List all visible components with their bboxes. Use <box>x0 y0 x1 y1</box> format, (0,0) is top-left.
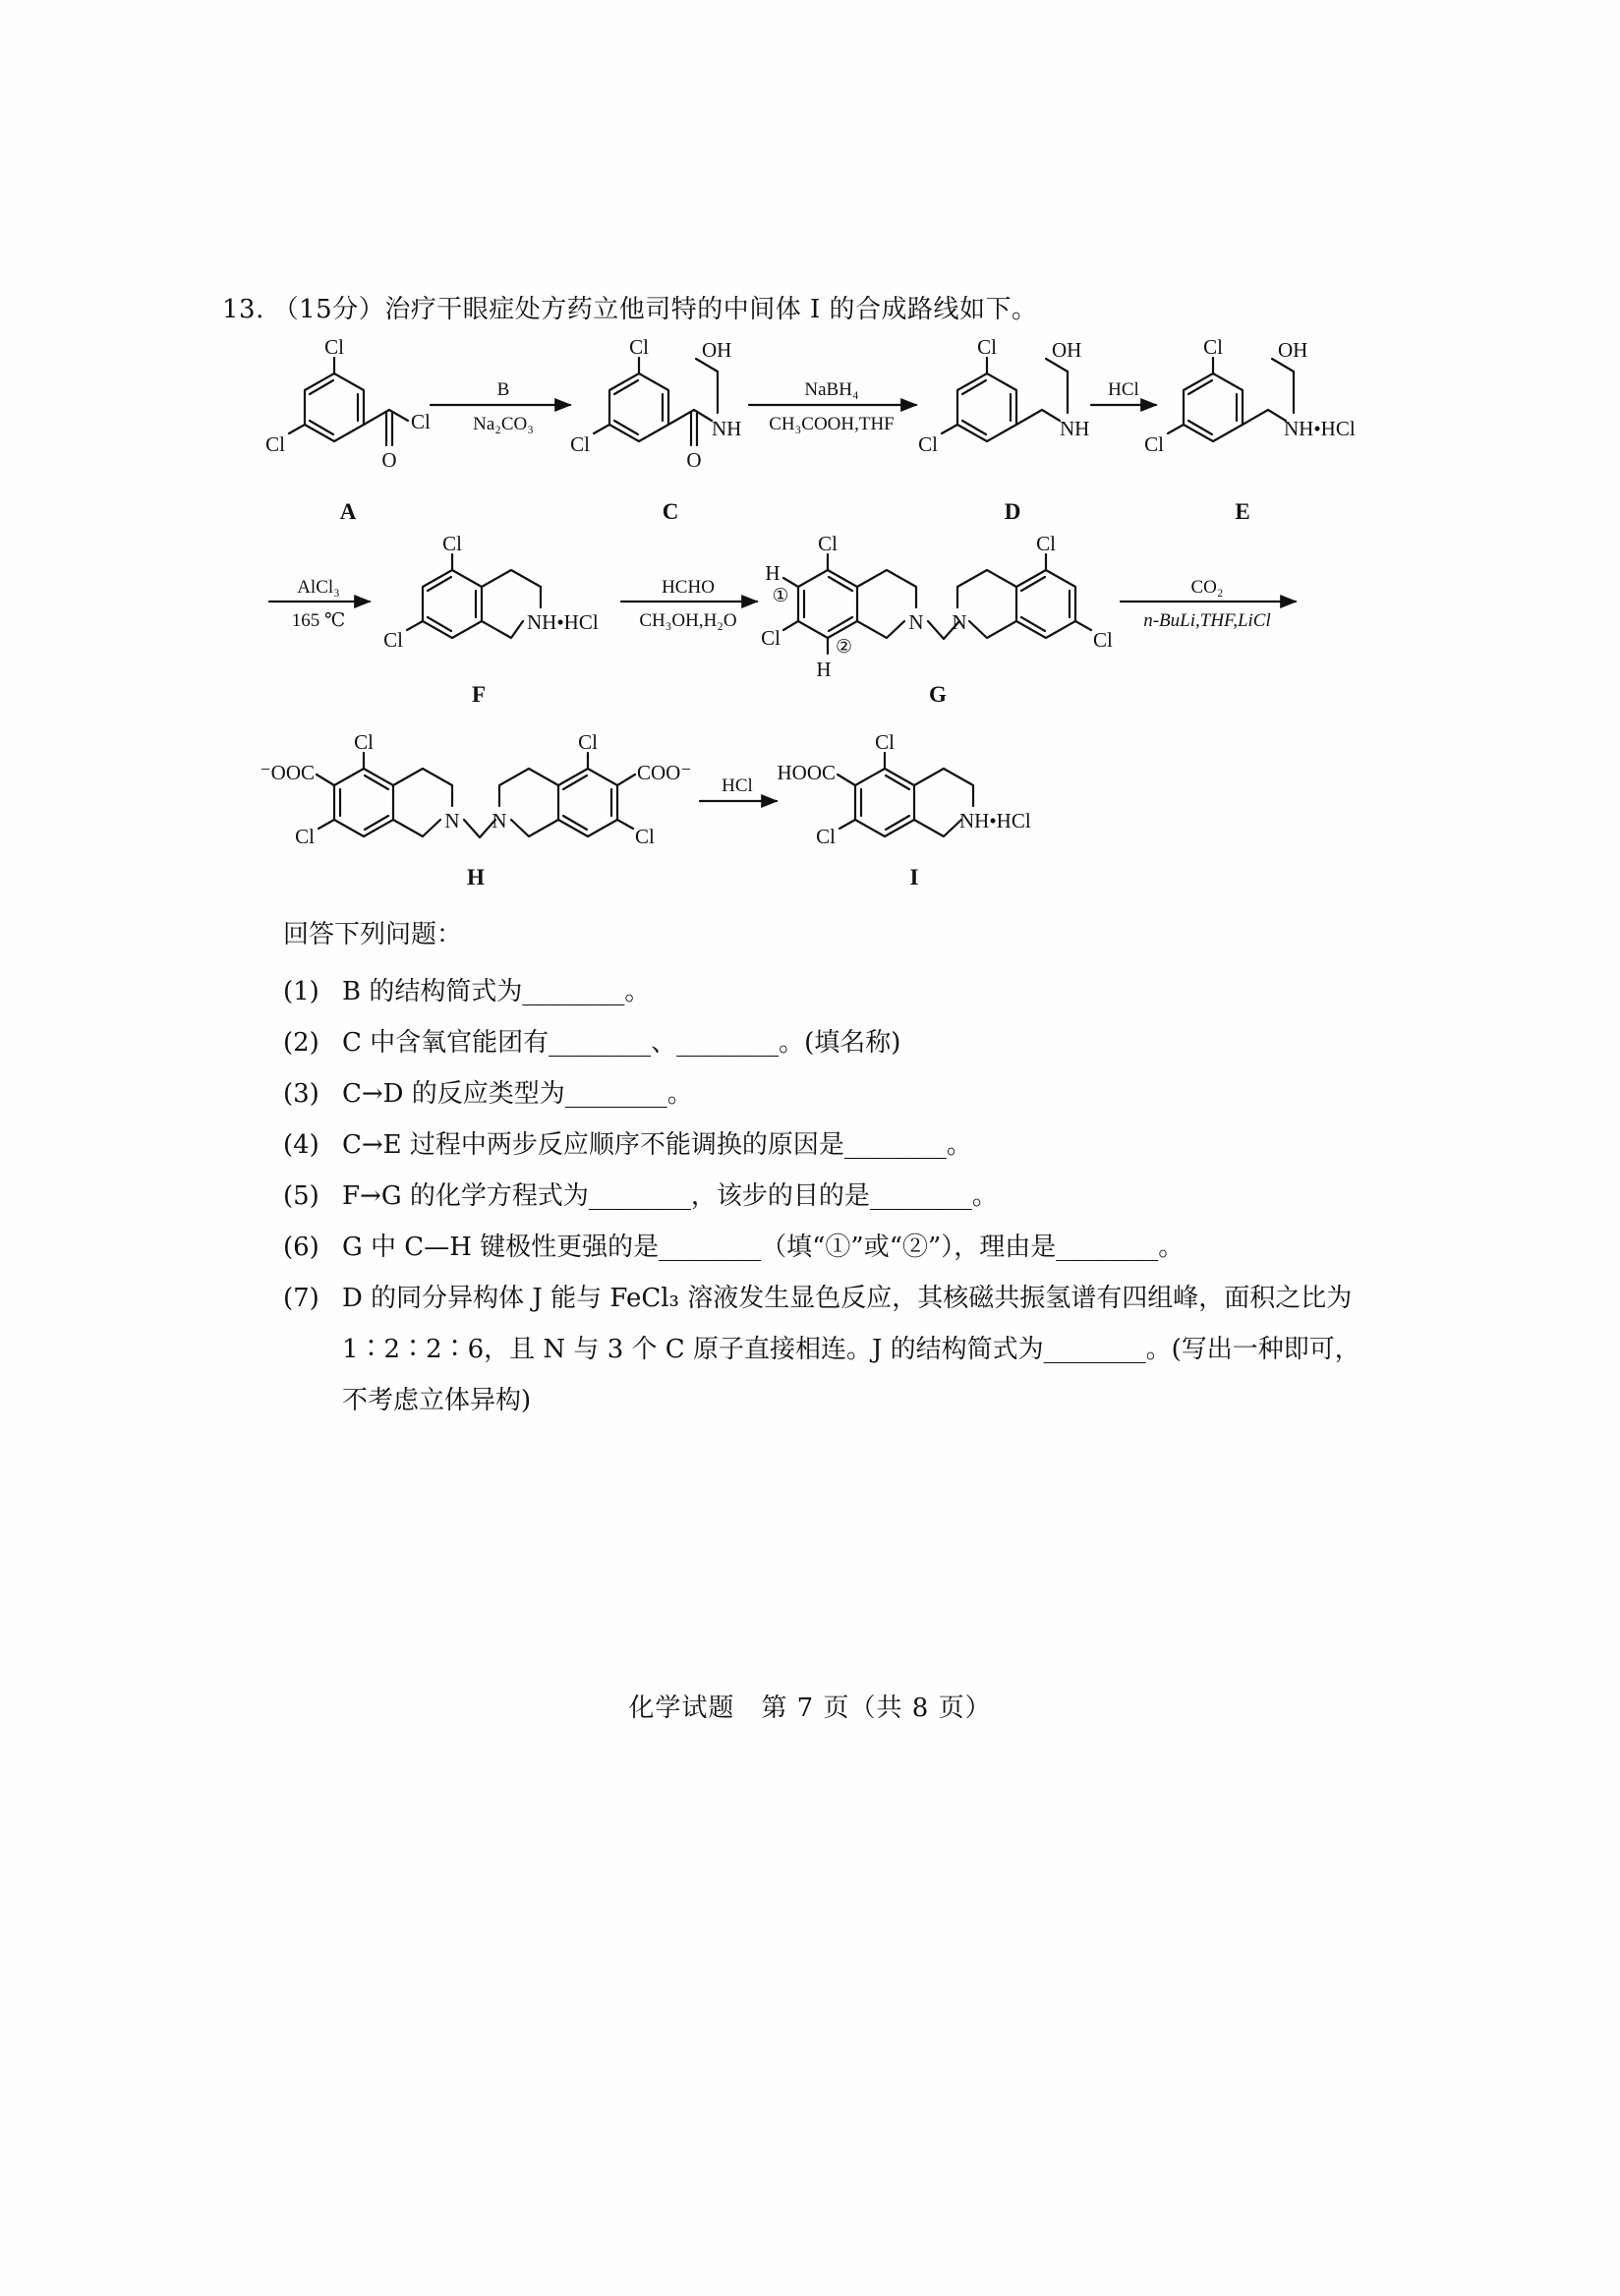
structure-d <box>942 358 1068 441</box>
question-number: 13. <box>222 295 264 324</box>
reagent-fg-bottom: CH₃OH,H₂O <box>639 610 737 631</box>
sub-question <box>283 1068 1374 1119</box>
atom-n: N <box>444 809 460 832</box>
sub-question-number: (2) <box>283 1028 319 1058</box>
atom-h: H <box>765 561 781 585</box>
sub-question-text: G 中 C—H 键极性更强的是________（填“①”或“②”），理由是________。 <box>342 1233 1185 1262</box>
atom-carboxylate: COO⁻ <box>637 761 692 784</box>
atom-cl: Cl <box>265 432 285 456</box>
structure-c <box>594 358 718 445</box>
atom-cl: Cl <box>918 432 938 456</box>
atom-cl: Cl <box>295 825 315 848</box>
sub-question-text: C 中含氧官能团有________、________。(填名称) <box>342 1028 901 1058</box>
reagent-ab-top: B <box>496 379 510 400</box>
reagent-ef-top: AlCl₃ <box>297 577 340 598</box>
atom-cl: Cl <box>1203 335 1223 359</box>
atom-cl: Cl <box>570 432 590 456</box>
structure-i <box>838 753 973 836</box>
compound-label-h: H <box>467 865 485 890</box>
reagent-cd-top: NaBH₄ <box>804 379 859 400</box>
atom-o: O <box>381 448 397 472</box>
compound-label-i: I <box>909 865 919 890</box>
sub-question-number: (1) <box>283 977 319 1006</box>
structure-f <box>407 554 541 638</box>
atom-o: O <box>686 448 702 472</box>
atom-cl: Cl <box>383 628 403 652</box>
structure-h <box>317 753 635 837</box>
sub-question-text: F→G 的化学方程式为________，该步的目的是________。 <box>342 1181 998 1211</box>
questions-intro: 回答下列问题： <box>283 920 463 949</box>
atom-cl: Cl <box>875 730 895 754</box>
sub-question-number: (3) <box>283 1079 319 1109</box>
atom-cl: Cl <box>578 730 598 754</box>
site-marker-2: ② <box>836 637 853 658</box>
page-footer: 化学试题 第 7 页（共 8 页） <box>628 1693 992 1723</box>
compound-label-a: A <box>339 499 357 524</box>
atom-cl: Cl <box>354 730 374 754</box>
sub-question-text: D 的同分异构体 J 能与 FeCl₃ 溶液发生显色反应，其核磁共振氢谱有四组峰，面积之比为 1∶2∶2∶6，且 N 与 3 个 C 原子直接相连。J 的结构简式为________。(写出一种即可，不考虑立体异构) <box>342 1284 1360 1415</box>
atom-n: N <box>908 610 924 634</box>
reagent-gh-top: CO₂ <box>1190 577 1224 598</box>
atom-cl: Cl <box>1144 432 1164 456</box>
atom-cl: Cl <box>324 335 344 359</box>
reagent-fg-top: HCHO <box>662 577 715 598</box>
structure-e <box>1168 358 1294 441</box>
question-text: 治疗干眼症处方药立他司特的中间体 I 的合成路线如下。 <box>384 295 1038 324</box>
atom-nh-hcl: NH•HCl <box>1284 417 1356 440</box>
reagent-gh-bottom: n-BuLi,THF,LiCl <box>1143 610 1271 631</box>
reagent-hi-top: HCl <box>722 775 753 796</box>
compound-label-d: D <box>1004 499 1021 524</box>
synthesis-scheme <box>0 0 1620 914</box>
atom-nh: NH <box>712 417 742 440</box>
sub-question-list <box>283 966 1374 1426</box>
sub-question <box>283 1119 1374 1171</box>
compound-label-g: G <box>929 682 947 707</box>
atom-cl: Cl <box>761 626 781 650</box>
sub-question-number: (4) <box>283 1130 319 1160</box>
reagent-de-top: HCl <box>1108 379 1139 400</box>
reagent-ab-bottom: Na₂CO₃ <box>473 414 534 434</box>
atom-cl: Cl <box>1036 532 1056 555</box>
sub-question-text: B 的结构简式为________。 <box>342 977 651 1006</box>
compound-label-f: F <box>471 682 487 707</box>
sub-question <box>283 1017 1374 1068</box>
atom-cl: Cl <box>816 825 836 848</box>
site-marker-1: ① <box>772 586 789 606</box>
question-points: （15分） <box>272 295 385 324</box>
structure-g <box>783 554 1091 654</box>
sub-question-number: (6) <box>283 1233 319 1262</box>
sub-question-number: (5) <box>283 1181 319 1211</box>
atom-cl: Cl <box>818 532 838 555</box>
atom-oh: OH <box>1278 338 1308 362</box>
sub-question <box>283 1273 1374 1426</box>
atom-n: N <box>952 610 967 634</box>
structure-a <box>289 358 408 445</box>
atom-carboxyl: HOOC <box>777 761 836 784</box>
atom-cl: Cl <box>635 825 655 848</box>
sub-question-text: C→D 的反应类型为________。 <box>342 1079 693 1109</box>
atom-h: H <box>816 658 832 681</box>
atom-cl: Cl <box>1093 628 1113 652</box>
atom-n: N <box>492 809 507 832</box>
sub-question-text: C→E 过程中两步反应顺序不能调换的原因是________。 <box>342 1130 972 1160</box>
sub-question <box>283 966 1374 1017</box>
atom-oh: OH <box>702 338 732 362</box>
compound-label-c: C <box>662 499 679 524</box>
atom-oh: OH <box>1052 338 1082 362</box>
sub-question-number: (7) <box>283 1284 319 1313</box>
atom-cl: Cl <box>442 532 462 555</box>
sub-question <box>283 1222 1374 1273</box>
atom-cl: Cl <box>977 335 997 359</box>
compound-label-e: E <box>1235 499 1250 524</box>
atom-nh-hcl: NH•HCl <box>527 610 599 634</box>
atom-carboxylate: ⁻OOC <box>260 761 315 784</box>
atom-cl: Cl <box>411 410 431 433</box>
sub-question <box>283 1171 1374 1222</box>
reagent-cd-bottom: CH₃COOH,THF <box>769 414 895 434</box>
atom-nh-hcl: NH•HCl <box>959 809 1031 832</box>
atom-nh: NH <box>1060 417 1090 440</box>
reagent-ef-bottom: 165 ℃ <box>291 610 346 631</box>
atom-cl: Cl <box>629 335 649 359</box>
